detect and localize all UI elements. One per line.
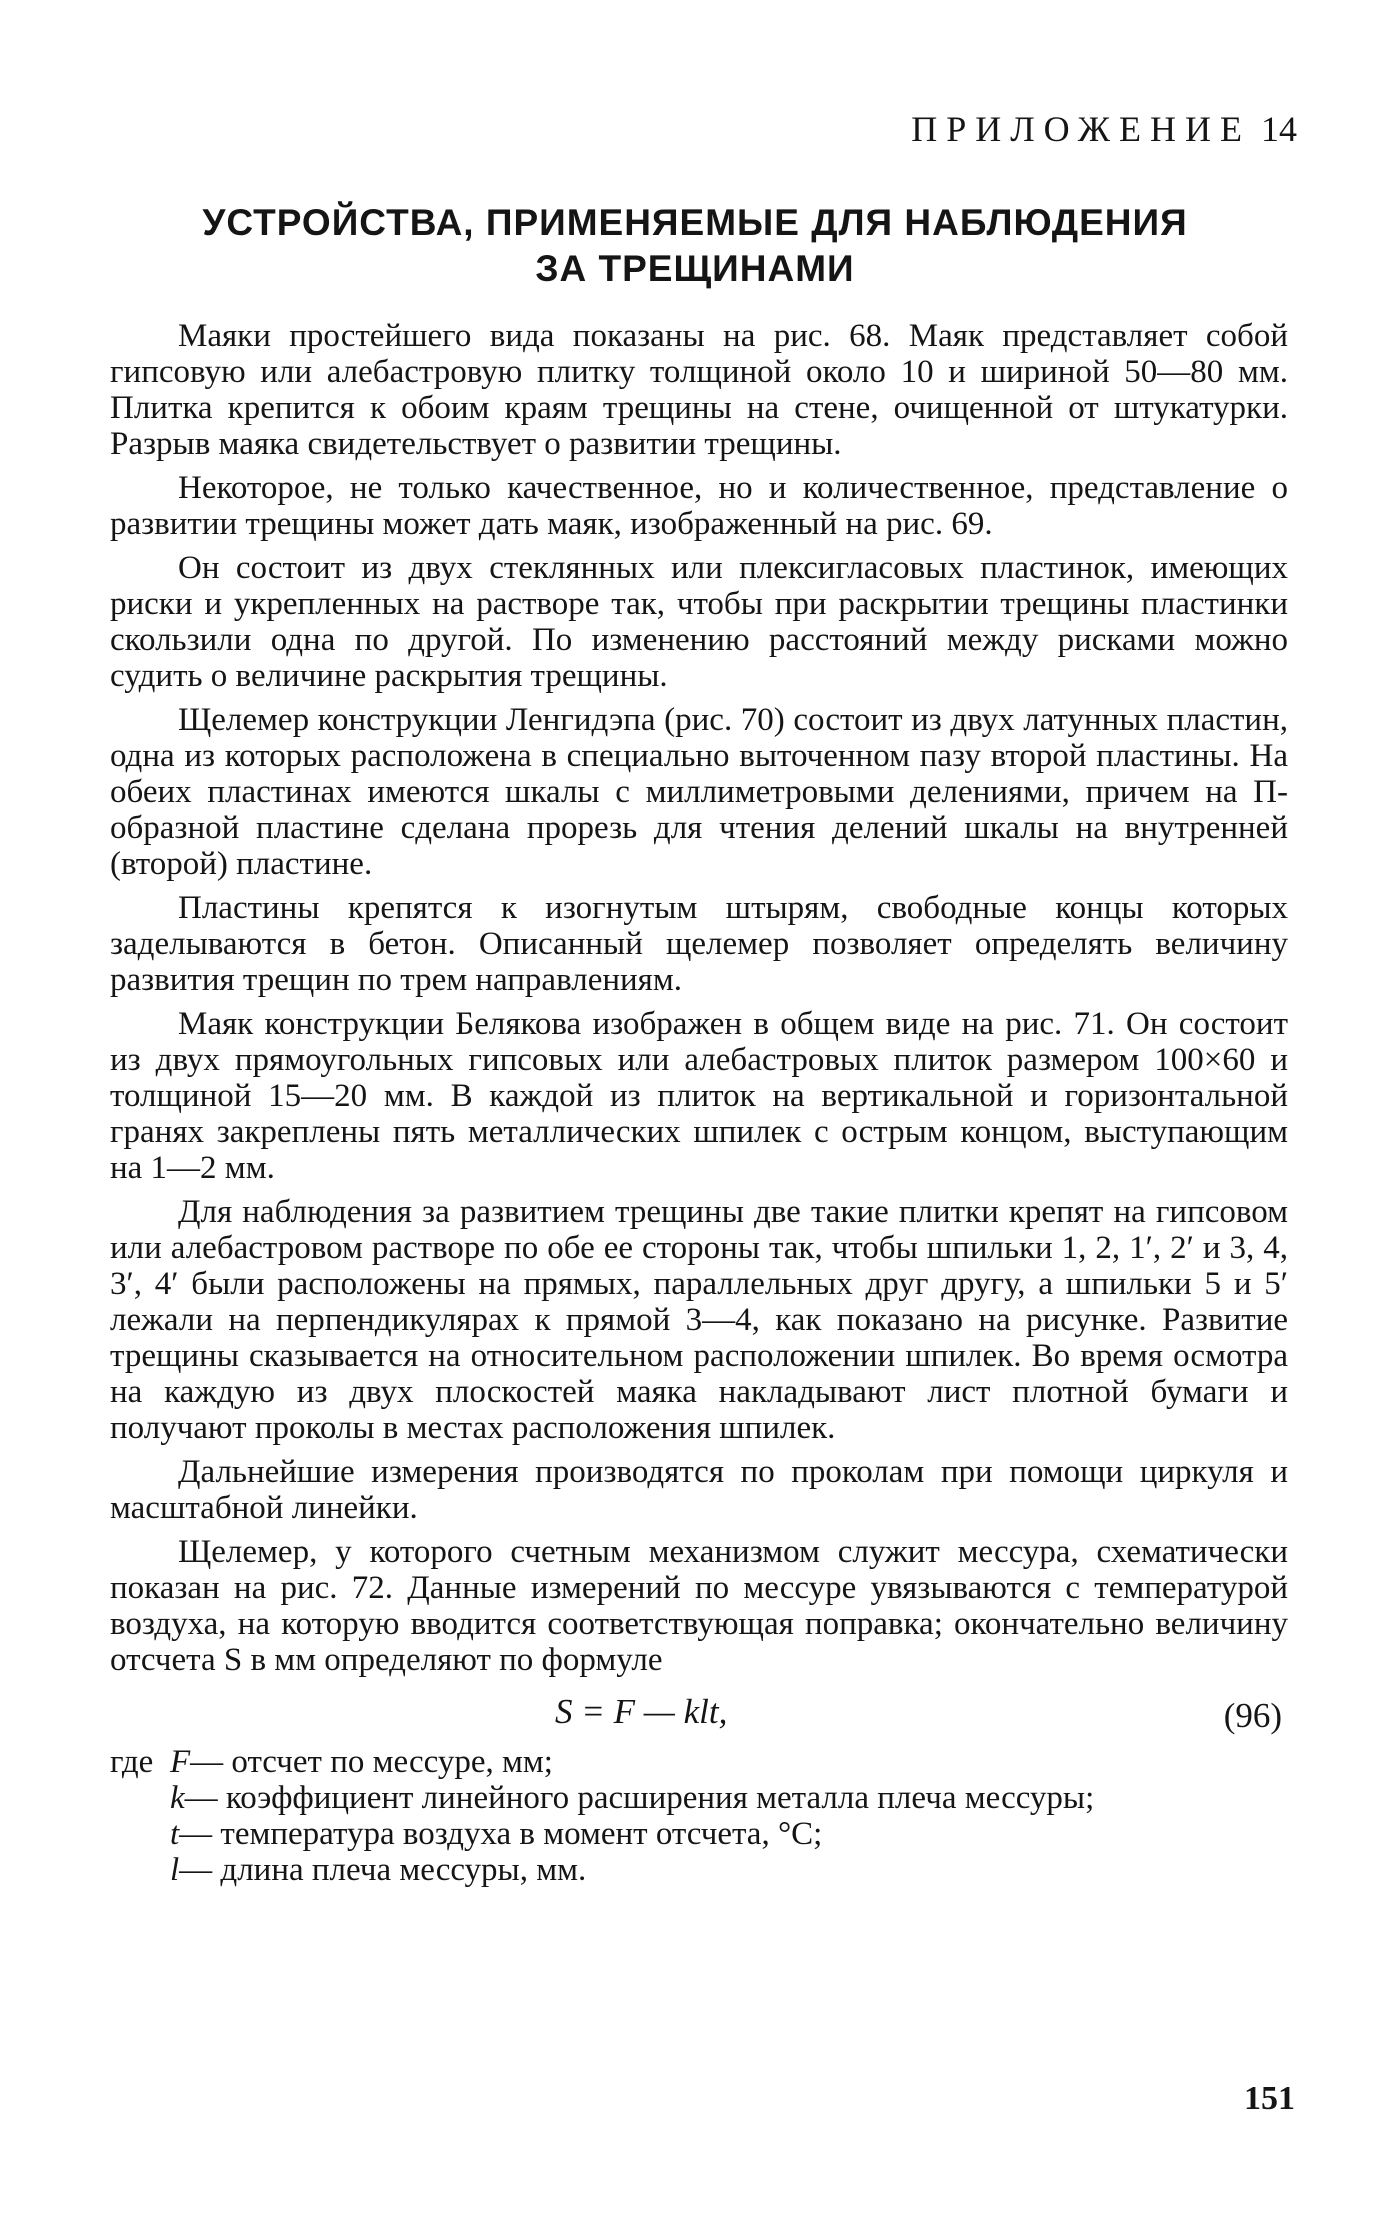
paragraph: Он состоит из двух стеклянных или плексигласовых пластинок, имеющих риски и укрепленных на растворе так, чтобы при раскрытии трещины пластинки скользили одна по другой. По изменению расстояний между рисками можно судить о величине раскрытия трещины. bbox=[110, 550, 1288, 694]
definition-text: — температура воздуха в момент отсчета, °С; bbox=[179, 1816, 823, 1852]
definition-symbol: k bbox=[170, 1780, 185, 1816]
definition-symbol: t bbox=[170, 1816, 180, 1852]
definition-text: — длина плеча мессуры, мм. bbox=[179, 1852, 587, 1888]
section-title-line-2: ЗА ТРЕЩИНАМИ bbox=[535, 248, 855, 289]
paragraph: Пластины крепятся к изогнутым штырям, свободные концы которых заделываются в бетон. Описанный щелемер позволяет определять величину развития трещин по трем направлениям. bbox=[110, 890, 1288, 998]
formula-expression: S = F — klt, bbox=[555, 1692, 728, 1731]
appendix-label: ПРИЛОЖЕНИЕ bbox=[911, 109, 1251, 149]
appendix-header bbox=[911, 108, 1297, 150]
definition-text: — коэффициент линейного расширения металла плеча мессуры; bbox=[184, 1780, 1095, 1816]
page-number: 151 bbox=[1244, 2080, 1295, 2117]
paragraph: Щелемер, у которого счетным механизмом служит мессура, схематически показан на рис. 72. Данные измерений по мессуре увязываются с температурой воздуха, на которую вводится соответствующая поправка; окончательно величину отсчета S в мм определяют по формуле bbox=[110, 1534, 1288, 1678]
paragraph: Дальнейшие измерения производятся по проколам при помощи циркуля и масштабной линейки. bbox=[110, 1454, 1288, 1526]
formula-block bbox=[110, 1686, 1288, 1744]
paragraph: Маяки простейшего вида показаны на рис. 68. Маяк представляет собой гипсовую или алебастровую плитку толщиной около 10 и шириной 50—80 мм. Плитка крепится к обоим краям трещины на стене, очищенной от штукатурки. Разрыв маяка свидетельствует о развитии трещины. bbox=[110, 318, 1288, 462]
where-label: где bbox=[110, 1744, 154, 1780]
paragraph: Маяк конструкции Белякова изображен в общем виде на рис. 71. Он состоит из двух прямоугольных гипсовых или алебастровых плиток размером 100×60 и толщиной 15—20 мм. В каждой из плиток на вертикальной и горизонтальной гранях закреплены пять металлических шпилек с острым концом, выступающим на 1—2 мм. bbox=[110, 1006, 1288, 1186]
body-text bbox=[110, 318, 1288, 1888]
appendix-number: 14 bbox=[1261, 109, 1297, 149]
section-title-line-1: УСТРОЙСТВА, ПРИМЕНЯЕМЫЕ ДЛЯ НАБЛЮДЕНИЯ bbox=[202, 202, 1188, 243]
definition-item bbox=[110, 1744, 1288, 1780]
paragraph: Для наблюдения за развитием трещины две такие плитки крепят на гипсовом или алебастровом растворе по обе ее стороны так, чтобы шпильки 1, 2, 1′, 2′ и 3, 4, 3′, 4′ были расположены на прямых, параллельных друг другу, а шпильки 5 и 5′ лежали на перпендикулярах к прямой 3—4, как показано на рисунке. Развитие трещины сказывается на относительном расположении шпилек. Во время осмотра на каждую из двух плоскостей маяка накладывают лист плотной бумаги и получают проколы в местах расположения шпилек. bbox=[110, 1194, 1288, 1446]
definition-symbol: F bbox=[170, 1744, 191, 1780]
definition-text: — отсчет по мессуре, мм; bbox=[190, 1744, 553, 1780]
formula-number: (96) bbox=[1223, 1696, 1282, 1735]
definition-item bbox=[110, 1816, 1288, 1852]
paragraph: Щелемер конструкции Ленгидэпа (рис. 70) состоит из двух латунных пластин, одна из которых расположена в специально выточенном пазу второй пластины. На обеих пластинах имеются шкалы с миллиметровыми делениями, причем на П-образной пластине сделана прорезь для чтения делений шкалы на внутренней (второй) пластине. bbox=[110, 702, 1288, 882]
section-title bbox=[110, 200, 1280, 292]
definitions-list bbox=[110, 1744, 1288, 1888]
paragraph: Некоторое, не только качественное, но и количественное, представление о развитии трещины может дать маяк, изображенный на рис. 69. bbox=[110, 470, 1288, 542]
definition-item bbox=[110, 1852, 1288, 1888]
definition-item bbox=[110, 1780, 1288, 1816]
definition-symbol: l bbox=[170, 1852, 180, 1888]
